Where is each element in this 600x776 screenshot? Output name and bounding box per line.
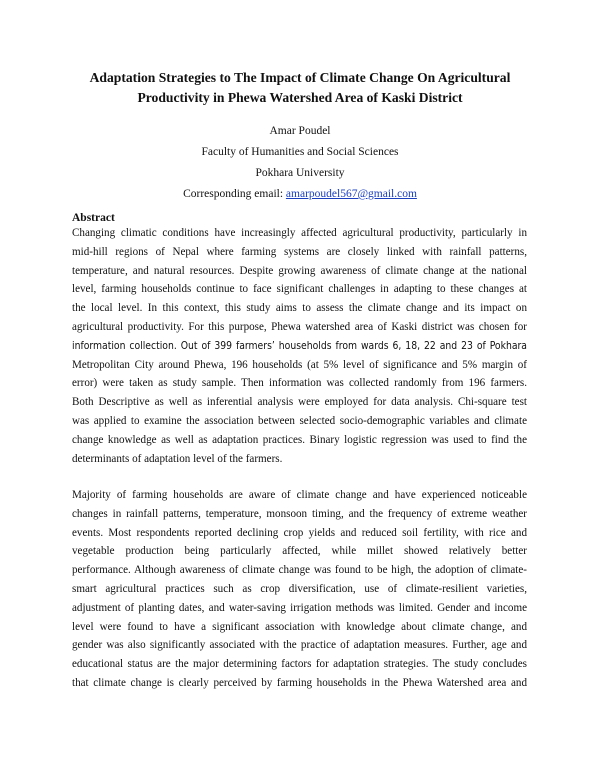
title-line-1: Adaptation Strategies to The Impact of Climate Change On Agricultural <box>89 70 511 85</box>
abstract-paragraph-2 <box>72 486 527 693</box>
text-line: determinants of adaptation level of the farmers. <box>72 452 283 465</box>
affiliation: Faculty of Humanities and Social Sciences <box>201 146 399 158</box>
text-line: information collection. Out of 399 farmers’ households from wards 6, 18, 22 and 23 of Pokhara <box>72 339 527 352</box>
text-line: change knowledge as well as adaptation practices. Binary logistic regression was used to find the <box>72 433 527 446</box>
text-line: the local level. In this context, this study aims to assess the climate change and its impact on <box>72 302 527 315</box>
text-line: events. Most respondents reported declining crop yields and reduced soil fertility, with rice and <box>72 526 527 539</box>
abstract-paragraph-1 <box>72 224 527 468</box>
text-line: Metropolitan City around Phewa, 196 households (at 5% level of significance and 5% margin of <box>72 358 527 371</box>
paper-title <box>60 68 540 108</box>
text-line: smart agricultural practices such as crop diversification, use of climate-resilient varieties, <box>72 582 527 595</box>
text-line: level were found to have a significant association with knowledge about climate change, and <box>72 620 527 633</box>
author-name: Amar Poudel <box>269 125 331 137</box>
text-line: mid-hill regions of Nepal where farming systems are closely linked with rainfall patterns, <box>72 245 527 258</box>
abstract-heading: Abstract <box>72 212 115 224</box>
email-link[interactable]: amarpoudel567@gmail.com <box>285 188 417 200</box>
text-line: vegetable production being particularly affected, while millet showed relatively better <box>72 545 527 558</box>
text-line: agricultural productivity. For this purpose, Phewa watershed area of Kaski district was chosen for <box>72 320 527 333</box>
text-line: error) were taken as study sample. Then information was collected randomly from 196 farmers. <box>72 377 527 390</box>
title-line-2: Productivity in Phewa Watershed Area of Kaski District <box>137 90 463 105</box>
text-line: gender was also significantly associated with the practice of adaptation measures. Further, age and <box>72 639 527 652</box>
corresponding-email-line <box>60 187 540 201</box>
university: Pokhara University <box>255 167 345 179</box>
text-line: Majority of farming households are aware of climate change and have experienced noticeable <box>72 489 527 501</box>
text-line: temperature, and natural resources. Despite growing awareness of climate change at the national <box>72 264 527 277</box>
text-line: was applied to examine the association between selected socio-demographic variables and climate <box>72 414 527 427</box>
text-line: Both Descriptive as well as inferential analysis were employed for data analysis. Chi-square test <box>72 396 527 409</box>
text-line: adjustment of planting dates, and water-saving irrigation methods was limited. Gender and income <box>72 601 527 614</box>
email-label: Corresponding email: <box>183 188 286 200</box>
text-line: educational status are the major determining factors for adaptation strategies. The study concludes <box>72 658 527 671</box>
text-line: level, farming households continue to face significant challenges in adapting to these changes at <box>72 283 527 296</box>
text-line: performance. Although awareness of climate change was found to be high, the adoption of climate- <box>72 564 527 577</box>
text-line: that climate change is clearly perceived by farming households in the Phewa Watershed area and <box>72 676 527 689</box>
text-line: Changing climatic conditions have increasingly affected agricultural productivity, particularly in <box>72 227 527 239</box>
text-line: changes in rainfall patterns, temperature, monsoon timing, and the frequency of extreme weather <box>72 507 527 520</box>
